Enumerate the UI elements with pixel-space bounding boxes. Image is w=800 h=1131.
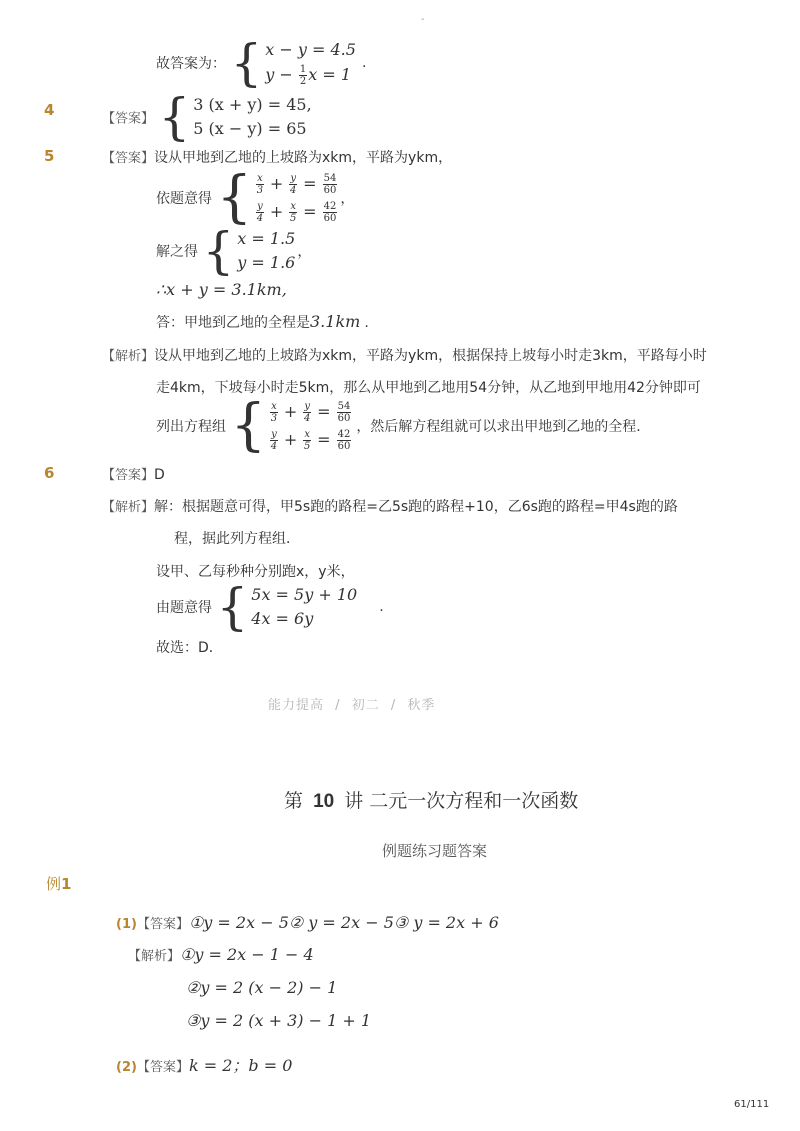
q3-system: { x − y = 4.5 y − $\frac{1}{2}$ x = 1 . bbox=[230, 34, 367, 92]
q3-answer-block bbox=[156, 34, 367, 92]
page-top-mark: - bbox=[421, 14, 425, 25]
answer-tag: 【答案】 bbox=[102, 468, 155, 483]
question-number-4: 4 bbox=[44, 101, 55, 119]
q5-solution-block bbox=[156, 222, 312, 280]
q6-analysis-line3: 设甲、乙每秒种分别跑x，y米， bbox=[156, 564, 355, 580]
example-part1-analysis-3: ③y = 2 (x + 3) − 1 + 1 bbox=[186, 1011, 372, 1030]
q5-solve-label: 解之得 bbox=[156, 244, 198, 260]
answer-tag: 【答案】 bbox=[136, 1060, 189, 1075]
q5-sol1: x = 1.5 bbox=[237, 229, 296, 248]
q4-eq1: 3 (x + y) = 45, bbox=[193, 95, 312, 114]
answer-tag: 【答案】 bbox=[102, 111, 155, 127]
q5-analysis-line1: 【解析】设从甲地到乙地的上坡路为xkm，平路为ykm，根据保持上坡每小时走3km，平路每小时 bbox=[102, 348, 707, 364]
q6-choose: 故选：D． bbox=[156, 640, 223, 656]
q3-eq1: x − y = 4.5 bbox=[265, 40, 356, 59]
q5-eq2: $\frac{y}{4}$ + $\frac{x}{5}$ = $\frac{42}{60}$ bbox=[256, 201, 337, 224]
q5-eq-label: 依题意得 bbox=[156, 191, 212, 207]
example-label: 例1 bbox=[46, 875, 72, 893]
answer-tag: 【答案】 bbox=[102, 151, 155, 166]
page-number: 61/111 bbox=[734, 1099, 770, 1110]
q5-analysis-line2: 走4km，下坡每小时走5km，那么从甲地到乙地用54分钟，从乙地到甲地用42分钟即可 bbox=[156, 380, 701, 396]
q6-analysis-line1: 【解析】解：根据题意可得，甲5s跑的路程=乙5s跑的路程+10，乙6s跑的路程=甲4s跑的路 bbox=[102, 499, 678, 515]
q5-solution-system: { x = 1.5 y = 1.6 ， bbox=[202, 222, 312, 280]
breadcrumb: 能力提高 / 初二 / 秋季 bbox=[268, 698, 436, 713]
q5-analysis-system-line: 列出方程组 { $\frac{x}{3}$ + $\frac{y}{4}$ = $\frac{54}{60}$ $\frac{y}{4}$ + $\frac{x}{5}$ = $\frac{42}{60}$ ，然后解方程组就可以求出甲地到乙地的全程． bbox=[156, 393, 651, 458]
q4-answer-block bbox=[102, 88, 312, 146]
q6-equation-block: 由题意得 { 5x = 5y + 10 4x = 6y . bbox=[156, 578, 384, 636]
q3-prefix: 故答案为： bbox=[156, 56, 226, 72]
example-part1-analysis-2: ②y = 2 (x − 2) − 1 bbox=[186, 978, 338, 997]
q5-eq1: $\frac{x}{3}$ + $\frac{y}{4}$ = $\frac{54}{60}$ bbox=[256, 173, 337, 196]
q4-system: { 3 (x + y) = 45, 5 (x − y) = 65 bbox=[158, 88, 312, 146]
chapter-title: 第 10 讲 二元一次方程和一次函数 bbox=[284, 790, 579, 812]
q3-suffix: . bbox=[361, 55, 367, 71]
analysis-tag: 【解析】 bbox=[128, 949, 181, 964]
q5-line1: 【答案】设从甲地到乙地的上坡路为xkm，平路为ykm， bbox=[102, 150, 453, 166]
q5-system: { $\frac{x}{3}$ + $\frac{y}{4}$ = $\frac{54}{60}$ $\frac{y}{4}$ + $\frac{x}{5}$ = $\frac{42}{60}$ ， bbox=[216, 165, 355, 230]
q6-system: { 5x = 5y + 10 4x = 6y . bbox=[216, 578, 384, 636]
q5-sol2: y = 1.6 bbox=[237, 253, 296, 272]
q5-answer: 答：甲地到乙地的全程是3.1km . bbox=[156, 312, 369, 331]
question-number-5: 5 bbox=[44, 147, 55, 165]
q5-equation-block bbox=[156, 165, 355, 230]
analysis-tag: 【解析】 bbox=[102, 500, 155, 515]
analysis-tag: 【解析】 bbox=[102, 349, 155, 364]
q5-analysis-system: { $\frac{x}{3}$ + $\frac{y}{4}$ = $\frac{54}{60}$ $\frac{y}{4}$ + $\frac{x}{5}$ = $\frac{42}{60}$ ，然后解方程组就可以求出甲地到乙地的全程． bbox=[230, 393, 651, 458]
example-part1-answer: (1)【答案】①y = 2x − 5② y = 2x − 5③ y = 2x + 6 bbox=[116, 913, 499, 932]
q3-eq2: y − $\frac{1}{2}$ x = 1 bbox=[265, 64, 352, 87]
q6-answer: 【答案】D bbox=[102, 467, 165, 483]
answer-tag: 【答案】 bbox=[136, 917, 189, 932]
section-subtitle: 例题练习题答案 bbox=[382, 842, 488, 860]
q4-eq2: 5 (x − y) = 65 bbox=[193, 119, 307, 138]
example-part1-analysis: 【解析】①y = 2x − 1 − 4 bbox=[128, 945, 314, 964]
example-part2-answer: (2)【答案】k = 2；b = 0 bbox=[116, 1056, 293, 1075]
q6-eq1: 5x = 5y + 10 bbox=[251, 585, 358, 604]
q5-sum: ∴x + y = 3.1km, bbox=[156, 280, 287, 299]
q6-eq2: 4x = 6y bbox=[251, 609, 314, 628]
q6-analysis-line2: 程，据此列方程组． bbox=[174, 531, 300, 547]
question-number-6: 6 bbox=[44, 464, 55, 482]
